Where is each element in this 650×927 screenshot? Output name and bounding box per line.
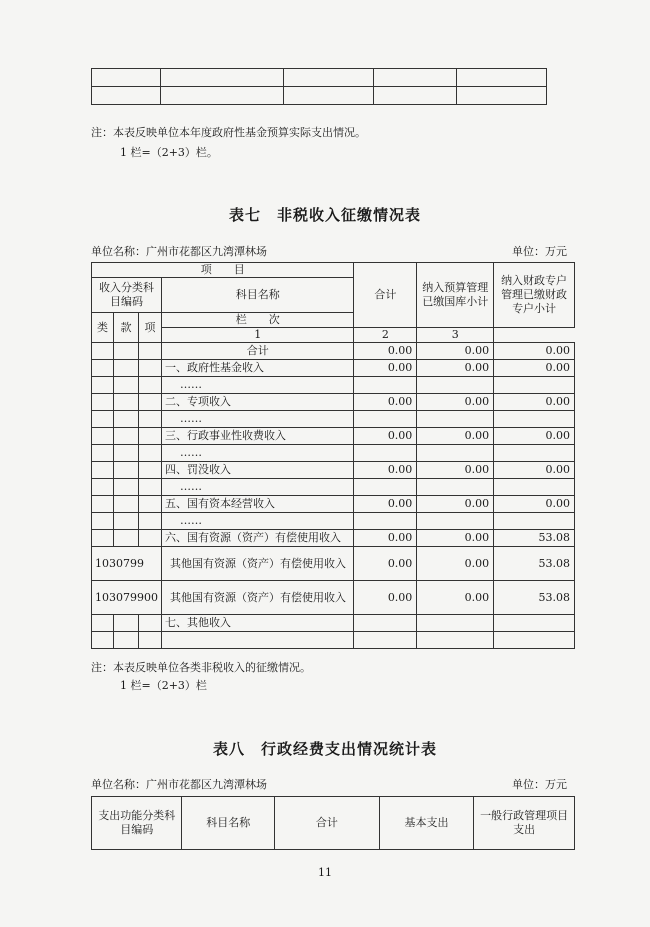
table8: [91, 796, 575, 850]
cell-col3: 53.08: [494, 547, 575, 581]
table8-header-cell: 支出功能分类科目编码: [92, 797, 182, 850]
cell-col3: [494, 411, 575, 428]
cell-xiang: [139, 394, 162, 411]
cell-kuan: [114, 615, 139, 632]
cell-lei: [92, 445, 114, 462]
cell-total: 0.00: [354, 394, 417, 411]
cell-xiang: [139, 462, 162, 479]
cell-col2: 0.00: [417, 360, 494, 377]
table-row: [92, 87, 547, 105]
table7-body: [92, 343, 575, 649]
header-n1: 1: [162, 328, 354, 343]
table8-header-cell: 科目名称: [182, 797, 275, 850]
cell-col3: 0.00: [494, 394, 575, 411]
cell-xiang: [139, 411, 162, 428]
table8-title: 表八 行政经费支出情况统计表: [212, 740, 437, 758]
cell-total: 0.00: [354, 360, 417, 377]
cell-subject-name: ……: [162, 513, 354, 530]
cell-xiang: [139, 428, 162, 445]
cell-total: [354, 411, 417, 428]
cell-kuan: [114, 479, 139, 496]
table7-unit: 单位：万元: [512, 245, 567, 258]
cell-col2: [417, 615, 494, 632]
cell-col3: 0.00: [494, 428, 575, 445]
table-row: [92, 615, 575, 632]
cell-lei: [92, 428, 114, 445]
cell-subject-name: 其他国有资源（资产）有偿使用收入: [162, 581, 354, 615]
cell-lei: [92, 360, 114, 377]
table7-header-row: [92, 263, 575, 278]
cell-xiang: [139, 479, 162, 496]
table7: [91, 262, 575, 649]
cell-xiang: [139, 513, 162, 530]
cell-lei: [92, 632, 114, 649]
header-kuan: 款: [114, 313, 139, 343]
cell-kuan: [114, 394, 139, 411]
page-number: 11: [318, 866, 332, 879]
table-row: [92, 479, 575, 496]
cell-kuan: [114, 462, 139, 479]
cell-col3: [494, 632, 575, 649]
table8-header-cell: 一般行政管理项目支出: [474, 797, 575, 850]
header-col2: 纳入预算管理已缴国库小计: [417, 263, 494, 328]
cell-col3: 0.00: [494, 462, 575, 479]
cell-subject-name: [162, 632, 354, 649]
header-code-group: 收入分类科目编码: [92, 278, 162, 313]
cell-total: 0.00: [354, 462, 417, 479]
cell-col3: 53.08: [494, 530, 575, 547]
cell-col2: [417, 632, 494, 649]
cell-lei: [92, 394, 114, 411]
cell-subject-name: 一、政府性基金收入: [162, 360, 354, 377]
cell-xiang: [139, 615, 162, 632]
cell-xiang: [139, 445, 162, 462]
cell-col3: [494, 513, 575, 530]
cell-kuan: [114, 343, 139, 360]
cell-subject-name: ……: [162, 377, 354, 394]
cell-total: 0.00: [354, 428, 417, 445]
table7-note-formula: 1 栏=（2+3）栏: [120, 679, 207, 692]
cell-lei: [92, 513, 114, 530]
note-line: 注：本表反映单位本年度政府性基金预算实际支出情况。: [91, 126, 366, 139]
table7-note: 注：本表反映单位各类非税收入的征缴情况。: [91, 661, 311, 674]
cell-col2: [417, 377, 494, 394]
cell-col2: 0.00: [417, 496, 494, 513]
cell-xiang: [139, 343, 162, 360]
cell-total: [354, 479, 417, 496]
cell-kuan: [114, 530, 139, 547]
table-row: [92, 69, 547, 87]
cell-total: [354, 632, 417, 649]
table-row: [92, 530, 575, 547]
cell-lei: [92, 377, 114, 394]
cell-kuan: [114, 513, 139, 530]
cell-col3: 0.00: [494, 360, 575, 377]
cell-col2: 0.00: [417, 462, 494, 479]
header-lanci: 栏 次: [162, 313, 354, 328]
cell-code: 1030799: [92, 547, 162, 581]
cell-col3: [494, 445, 575, 462]
header-xiang: 项: [139, 313, 162, 343]
cell-col3: [494, 479, 575, 496]
cell-kuan: [114, 411, 139, 428]
cell-xiang: [139, 530, 162, 547]
cell-kuan: [114, 360, 139, 377]
table-row: [92, 496, 575, 513]
cell-lei: [92, 496, 114, 513]
cell-subject-name: 七、其他收入: [162, 615, 354, 632]
table7-header-row: [92, 328, 575, 343]
cell-col2: 0.00: [417, 428, 494, 445]
cell-col2: 0.00: [417, 581, 494, 615]
header-col3: 纳入财政专户管理已缴财政专户小计: [494, 263, 575, 328]
cell-subject-name: 其他国有资源（资产）有偿使用收入: [162, 547, 354, 581]
cell-lei: [92, 462, 114, 479]
cell-code: 103079900: [92, 581, 162, 615]
cell-col3: 0.00: [494, 343, 575, 360]
cell-subject-name: 二、专项收入: [162, 394, 354, 411]
cell-kuan: [114, 496, 139, 513]
cell-col2: 0.00: [417, 343, 494, 360]
table-row: [92, 428, 575, 445]
header-item: 项 目: [92, 263, 354, 278]
cell-kuan: [114, 428, 139, 445]
cell-total: 0.00: [354, 496, 417, 513]
cell-col2: [417, 411, 494, 428]
cell-xiang: [139, 632, 162, 649]
table8-unit: 单位：万元: [512, 778, 567, 791]
cell-col2: [417, 513, 494, 530]
cell-total: 0.00: [354, 581, 417, 615]
table-row: [92, 343, 575, 360]
cell-total: 0.00: [354, 547, 417, 581]
cell-xiang: [139, 377, 162, 394]
cell-subject-name: ……: [162, 479, 354, 496]
table-row: [92, 411, 575, 428]
cell-total: [354, 377, 417, 394]
cell-col2: 0.00: [417, 547, 494, 581]
table8-header-row: [92, 797, 575, 850]
cell-kuan: [114, 632, 139, 649]
cell-col2: [417, 445, 494, 462]
header-subject-name: 科目名称: [162, 278, 354, 313]
cell-lei: [92, 479, 114, 496]
cell-subject-name: 五、国有资本经营收入: [162, 496, 354, 513]
cell-total: 0.00: [354, 343, 417, 360]
cell-subject-name: 六、国有资源（资产）有偿使用收入: [162, 530, 354, 547]
cell-col2: 0.00: [417, 530, 494, 547]
cell-col2: [417, 479, 494, 496]
table7-title: 表七 非税收入征缴情况表: [228, 206, 421, 224]
previous-table-fragment: [91, 68, 547, 105]
cell-subject-name: ……: [162, 445, 354, 462]
cell-total: [354, 615, 417, 632]
header-n3: 3: [417, 328, 494, 343]
cell-subject-name: ……: [162, 411, 354, 428]
cell-xiang: [139, 496, 162, 513]
cell-col3: 0.00: [494, 496, 575, 513]
table8-header-cell: 基本支出: [379, 797, 474, 850]
note-formula: 1 栏=（2+3）栏。: [120, 146, 218, 159]
table-row: [92, 581, 575, 615]
table-row: [92, 360, 575, 377]
table-row: [92, 394, 575, 411]
header-total: 合计: [354, 263, 417, 328]
cell-subject-name: 三、行政事业性收费收入: [162, 428, 354, 445]
cell-col2: 0.00: [417, 394, 494, 411]
table-row: [92, 462, 575, 479]
table-row: [92, 513, 575, 530]
table8-unit-name: 单位名称：广州市花都区九湾潭林场: [91, 778, 267, 791]
cell-col3: [494, 615, 575, 632]
cell-lei: [92, 343, 114, 360]
cell-lei: [92, 530, 114, 547]
cell-col3: 53.08: [494, 581, 575, 615]
cell-lei: [92, 615, 114, 632]
cell-total: 0.00: [354, 530, 417, 547]
cell-total: [354, 445, 417, 462]
table-row: [92, 632, 575, 649]
cell-subject-name: 合计: [162, 343, 354, 360]
cell-kuan: [114, 445, 139, 462]
table-row: [92, 547, 575, 581]
cell-lei: [92, 411, 114, 428]
cell-kuan: [114, 377, 139, 394]
table-row: [92, 445, 575, 462]
cell-total: [354, 513, 417, 530]
table8-header-cell: 合计: [275, 797, 380, 850]
header-n2: 2: [354, 328, 417, 343]
header-lei: 类: [92, 313, 114, 343]
table7-unit-name: 单位名称：广州市花都区九湾潭林场: [91, 245, 267, 258]
cell-subject-name: 四、罚没收入: [162, 462, 354, 479]
cell-col3: [494, 377, 575, 394]
cell-xiang: [139, 360, 162, 377]
table-row: [92, 377, 575, 394]
